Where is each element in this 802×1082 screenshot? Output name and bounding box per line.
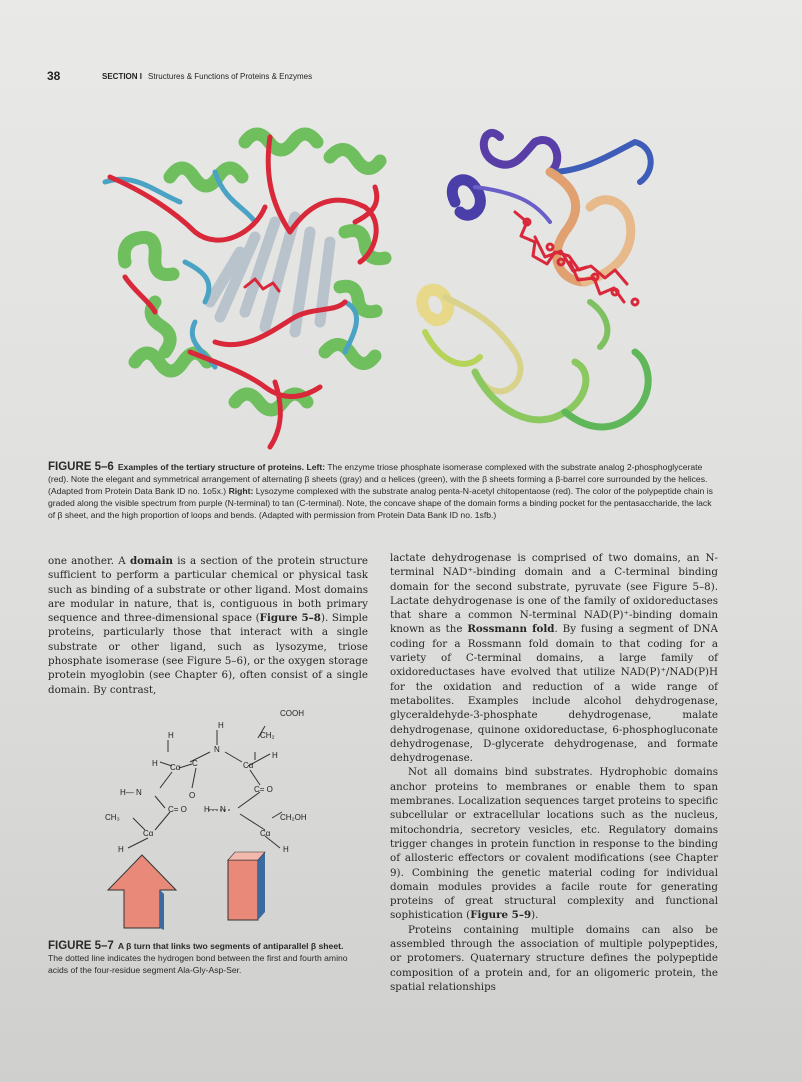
left-column — [48, 554, 368, 697]
page-number: 38 — [47, 69, 61, 83]
atom-c-eq-o: C= O — [254, 785, 273, 794]
figure-5-6-caption — [48, 461, 718, 521]
atom-o-1: O — [189, 791, 196, 800]
figure-5-7-label: FIGURE 5–7 — [48, 940, 114, 952]
atom-c-1: C — [192, 759, 198, 768]
ref-figure-5-9: Figure 5–9 — [470, 909, 532, 922]
beta-strand-arrow-down — [228, 852, 265, 920]
beta-strand-arrow-up — [108, 855, 176, 930]
atom-h-left: H — [168, 731, 174, 740]
ref-figure-5-8: Figure 5–8 — [259, 612, 321, 625]
figure-5-7-title: A β turn that links two segments of antiparallel β sheet. — [117, 941, 344, 951]
atom-ch3: CH₃ — [105, 813, 120, 822]
atom-ch2oh: CH₂OH — [280, 813, 307, 822]
atom-h-right: H — [272, 751, 278, 760]
right-p1-text: lactate dehydrogenase is comprised of two domains, an N-terminal NAD⁺-binding domain and a C-terminal binding domain for the second substrate, pyruvate (see Figure 5–8). Lactate dehydrogenase is one of the family of oxidoreductases that share a common N-terminal NAD(P)⁺-binding domain known as the — [390, 552, 718, 636]
atom-ch2: CH₂ — [260, 731, 275, 740]
term-rossmann-fold: Rossmann fold — [467, 623, 555, 636]
right-p2-text-a: Not all domains bind substrates. Hydrophobic domains anchor proteins to membranes or enable them to span membranes. Localization sequences target proteins to specific subcellular or extracellular locations such as the nucleus, mitochondria, secretory vesicles, etc. Regulatory domains trigger changes in protein function in response to the binding of allosteric effectors or covalent modifications (see Chapter 9). Combining the genetic material coding for individual domain modules provides a facile route for generating proteins of great structural complexity and functional sophistication ( — [390, 766, 718, 922]
right-column — [390, 551, 718, 994]
figure-5-6-title: Examples of the tertiary structure of proteins. Left: — [117, 462, 326, 472]
atom-cooh: COOH — [280, 709, 304, 718]
atom-h-bottom-left: H — [118, 845, 124, 854]
figure-5-6-label: FIGURE 5–6 — [48, 461, 114, 473]
atom-n-top: N — [214, 745, 220, 754]
left-text-b: is a section of the protein structure sufficient to perform a particular chemical or physical task such as binding of a substrate or other ligand. Most domains are modular in nature, that is, contiguous in both primary sequence and three-dimensional space ( — [48, 555, 368, 625]
right-paragraph-3: Proteins containing multiple domains can also be assembled through the association of multiple polypeptides, or protomers. Quaternary structure defines the polypeptide composition of a protein and, for an oligomeric protein, the spatial relationships — [390, 923, 718, 993]
atom-co-hbond: C= O — [168, 805, 187, 814]
term-domain: domain — [129, 555, 173, 567]
section-label: SECTION I — [102, 72, 143, 81]
figure-5-7-text: The dotted line indicates the hydrogen bond between the first and fourth amino acids of the four-residue segment Ala-Gly-Asp-Ser. — [48, 953, 348, 975]
atom-ca-4: Cα — [260, 829, 271, 838]
right-paragraph-2 — [390, 765, 718, 922]
figure-5-6-right-label: Right: — [228, 486, 254, 496]
figure-5-6-image — [95, 112, 715, 457]
atom-hn-right: H— N — [204, 805, 226, 814]
figure-5-6-text-2: Lysozyme complexed with the substrate analog penta-N-acetyl chitopentaose (red). The color of the polypeptide chain is graded along the visible spectrum from purple (N-terminal) to tan (C-terminal). Note, the concave shape of the domain forms a binding pocket for the pentasaccharide, the lack of β sheet, and the high proportion of loops and bends. (Adapted with permission from Protein Data Bank ID no. 1sfb.) — [48, 486, 713, 520]
right-paragraph-1 — [390, 551, 718, 765]
figure-5-7-diagram — [100, 700, 340, 930]
atom-ca-3: Cα — [143, 829, 154, 838]
atom-hn-left: H— N — [120, 788, 142, 797]
section-title: Structures & Functions of Proteins & Enzymes — [148, 72, 313, 81]
atom-h-left-2: H — [152, 759, 158, 768]
right-p2-text-b: ). — [531, 909, 539, 922]
lysozyme-structure — [422, 133, 650, 427]
left-text-c: ). Simple proteins, particularly those that interact with a single substrate or other ligand, such as lysozyme, triose phosphate isomerase (see Figure 5–6), or the oxygen storage protein myoglobin (see Chapter 6), often consist of a single domain. By contrast, — [48, 612, 369, 696]
atom-ca-1: Cα — [170, 763, 181, 772]
running-header — [102, 72, 312, 81]
left-paragraph — [48, 554, 368, 697]
triose-phosphate-isomerase-structure — [105, 134, 385, 447]
left-text-a: one another. A — [48, 555, 130, 567]
figure-5-6-text-1: The enzyme triose phosphate isomerase complexed with the substrate analog 2-phosphoglycerate (red). Note the elegant and symmetrical arrangement of alternating β sheets (gray) and α helices (green), with the β sheets forming a β-barrel core surrounded by the helices. (Adapted from Protein Data Bank ID no. 1o5x.) — [48, 462, 708, 496]
atom-h-bottom-right: H — [283, 845, 289, 854]
right-p1-text-b: . By fusing a segment of DNA coding for a Rossmann fold domain to that coding for a variety of C-terminal domains, a large family of oxidoreductases have evolved that utilize NAD(P)⁺/NAD(P)H for the oxidation and reduction of a wide range of metabolites. Examples include alcohol dehydrogenase, glyceraldehyde-3-phosphate dehydrogenase, malate dehydrogenase, quinone oxidoreductase, 6-phosphogluconate dehydrogenase, D-glycerate dehydrogenase, and formate dehydrogenase. — [390, 623, 718, 765]
figure-5-7-caption — [48, 940, 360, 976]
atom-ca-2: Cα — [243, 761, 254, 770]
atom-h-top: H — [218, 721, 224, 730]
